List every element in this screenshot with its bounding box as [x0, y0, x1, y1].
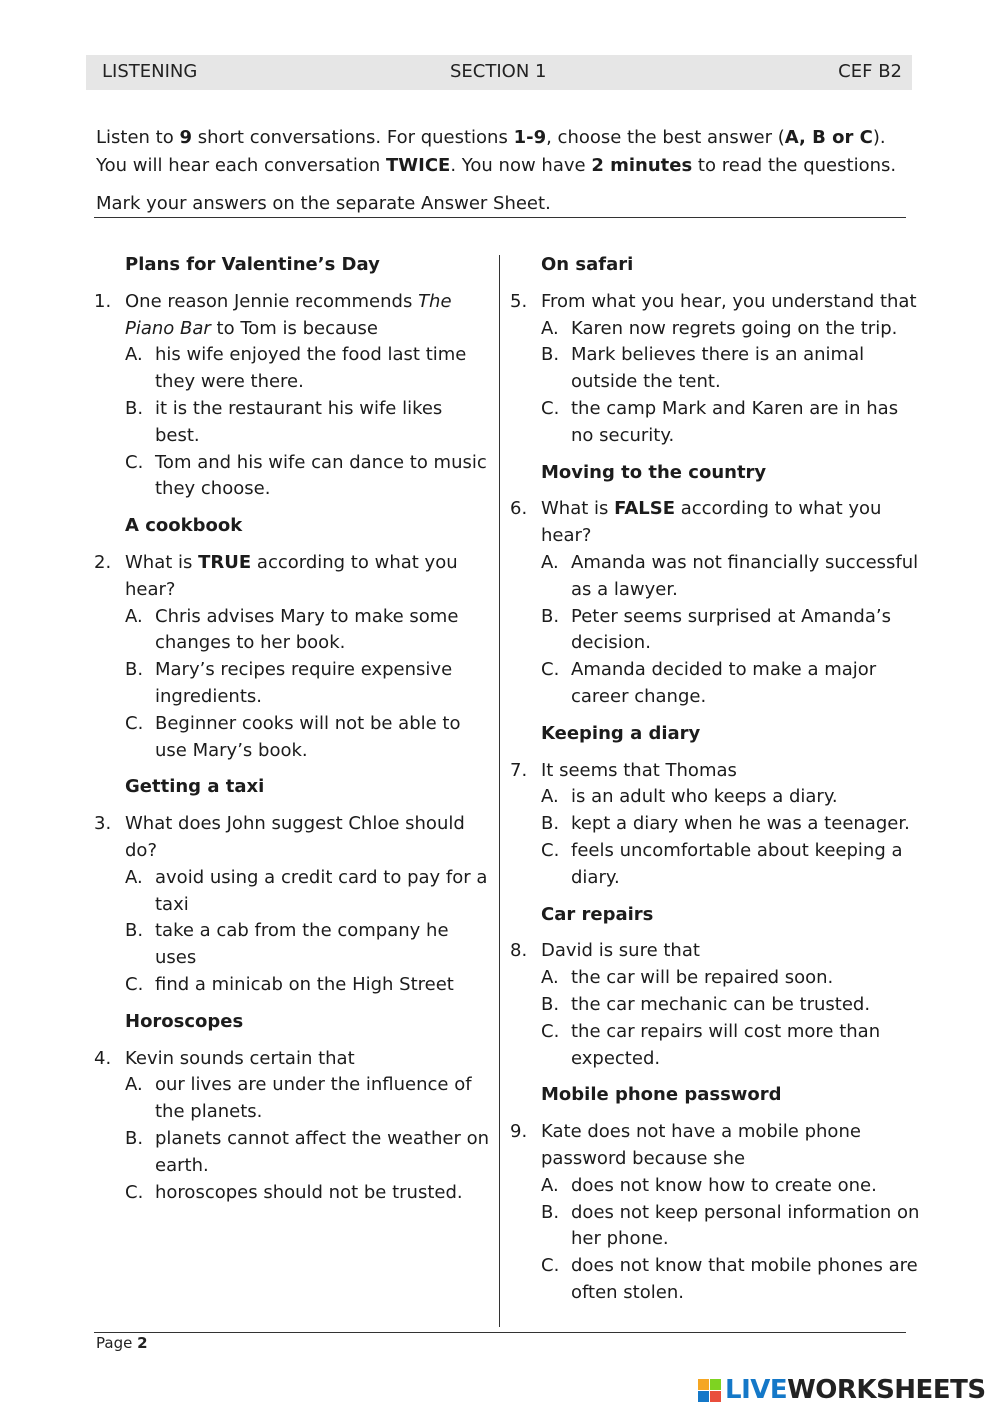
option-b: B. planets cannot affect the weather on earth. [125, 1127, 489, 1176]
question-4 [94, 1009, 490, 1207]
question-title: Mobile phone password [541, 1084, 782, 1106]
question-stem: 1. One reason Jennie recommends The Piano Bar to Tom is because [94, 290, 452, 339]
question-stem: 3. What does John suggest Chloe should do? [94, 813, 465, 861]
option-b: B. it is the restaurant his wife likes best. [125, 397, 443, 446]
option-b: B. Peter seems surprised at Amanda’s decision. [541, 605, 891, 654]
option-b: B. Mary’s recipes require expensive ingredients. [125, 659, 453, 707]
question-stem: 8. David is sure that [510, 940, 700, 962]
option-a: A. Karen now regrets going on the trip. [541, 317, 898, 339]
question-5 [510, 252, 920, 450]
logo-text-worksheets: WORKSHEETS [787, 1375, 986, 1405]
question-title: Plans for Valentine’s Day [125, 254, 380, 275]
option-b: B. does not keep personal information on her phone. [541, 1201, 920, 1250]
option-a: A. our lives are under the influence of the planets. [125, 1074, 472, 1123]
option-b: B. kept a diary when he was a teenager. [541, 813, 910, 835]
question-stem: 5. From what you hear, you understand that [510, 290, 917, 312]
question-7 [510, 721, 920, 892]
option-a: A. the car will be repaired soon. [541, 967, 834, 989]
question-1 [94, 252, 490, 503]
question-title: Horoscopes [125, 1010, 244, 1032]
question-title: Car repairs [541, 903, 654, 925]
option-b: B. take a cab from the company he uses [125, 920, 449, 969]
option-c: C. the camp Mark and Karen are in has no security. [541, 397, 899, 446]
section-header [86, 55, 912, 90]
option-c: C. does not know that mobile phones are often stolen. [541, 1255, 918, 1303]
option-b: B. Mark believes there is an animal outside the tent. [541, 344, 865, 393]
option-a: A. his wife enjoyed the food last time they were there. [125, 344, 467, 393]
option-c: C. horoscopes should not be trusted. [125, 1181, 463, 1203]
question-title: Getting a taxi [125, 776, 265, 798]
right-column [510, 252, 920, 1317]
instructions: Listen to 9 short conversations. For questions 1-9, choose the best answer (A, B or C). You will hear each conversation TWICE. You now have 2 minutes to read the questions. [96, 127, 897, 176]
option-a: A. Chris advises Mary to make some changes to her book. [125, 605, 459, 654]
option-c: C. Beginner cooks will not be able to use Mary’s book. [125, 712, 461, 761]
option-c: C. Tom and his wife can dance to music they choose. [125, 451, 487, 500]
option-b: B. the car mechanic can be trusted. [541, 993, 871, 1015]
header-level: CEF B2 [838, 61, 902, 82]
question-9 [510, 1082, 920, 1306]
question-6 [510, 460, 920, 711]
option-c: C. Amanda decided to make a major career change. [541, 659, 877, 707]
question-title: Keeping a diary [541, 722, 701, 744]
left-column [94, 252, 490, 1216]
liveworksheets-logo [698, 1377, 994, 1407]
column-divider [499, 255, 500, 1327]
question-stem: 7. It seems that Thomas [510, 759, 737, 781]
answer-sheet-note: Mark your answers on the separate Answer Sheet. [96, 193, 551, 214]
footer-divider [94, 1332, 906, 1333]
option-a: A. avoid using a credit card to pay for a taxi [125, 866, 488, 915]
question-stem: 2. What is TRUE according to what you hear? [94, 551, 458, 600]
option-a: A. Amanda was not financially successful as a lawyer. [541, 551, 919, 600]
liveworksheets-icon [698, 1379, 722, 1403]
logo-text-live: LIVE [725, 1375, 788, 1405]
header-section: SECTION 1 [450, 61, 547, 82]
page-number: Page 2 [96, 1334, 148, 1352]
question-title: A cookbook [125, 515, 243, 537]
option-a: A. does not know how to create one. [541, 1174, 877, 1196]
question-title: On safari [541, 254, 634, 275]
question-stem: 6. What is FALSE according to what you hear? [510, 498, 882, 547]
question-stem: 4. Kevin sounds certain that [94, 1047, 355, 1069]
divider [94, 217, 906, 218]
option-c: C. the car repairs will cost more than expected. [541, 1020, 881, 1069]
question-2 [94, 513, 490, 764]
question-title: Moving to the country [541, 461, 767, 483]
header-listening: LISTENING [102, 61, 198, 82]
question-3 [94, 774, 490, 998]
question-stem: 9. Kate does not have a mobile phone password because she [510, 1121, 861, 1169]
question-8 [510, 902, 920, 1073]
option-c: C. find a minicab on the High Street [125, 973, 454, 995]
option-c: C. feels uncomfortable about keeping a diary. [541, 839, 903, 888]
option-a: A. is an adult who keeps a diary. [541, 786, 838, 808]
